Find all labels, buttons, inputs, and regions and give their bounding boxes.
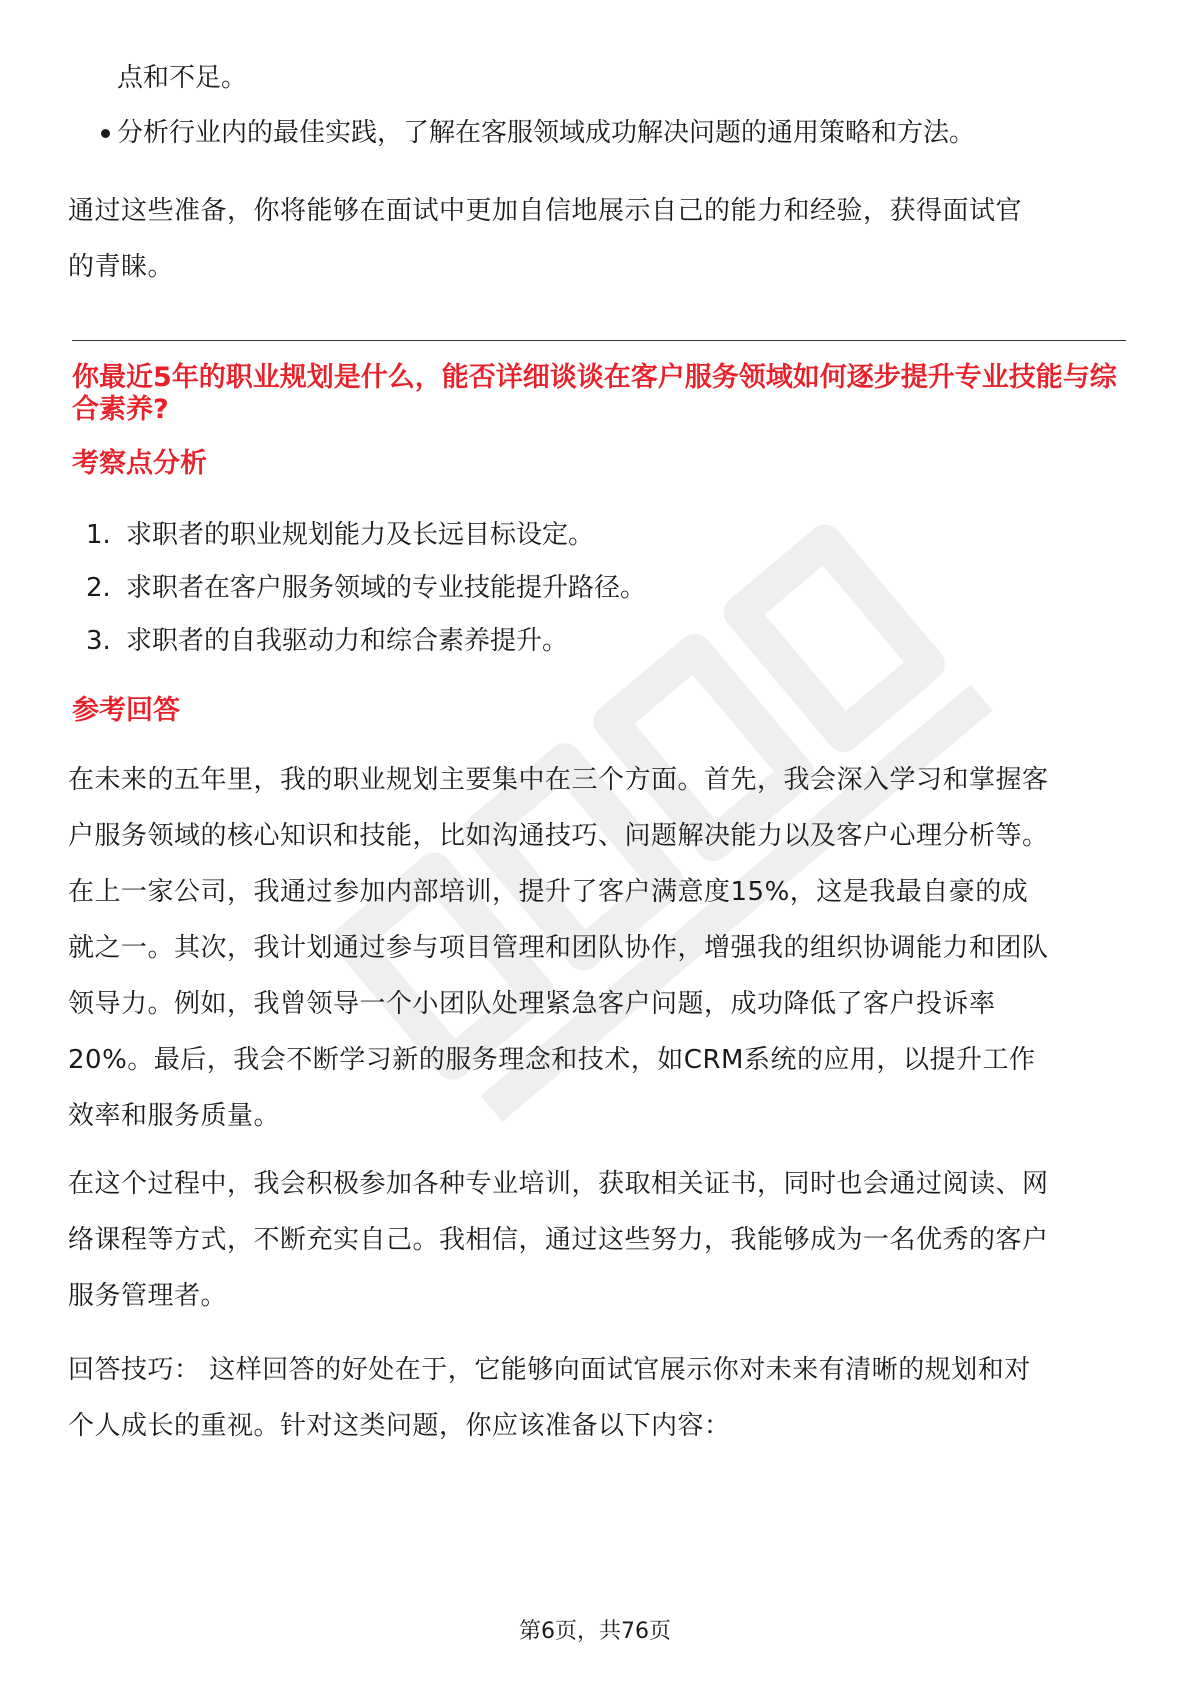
answer-paragraph: 在未来的五年里，我的职业规划主要集中在三个方面。首先，我会深入学习和掌握客户服务领域的核心知识和技能，比如沟通技巧、问题解决能力以及客户心理分析等。在上一家公司，我通过参加内部培训，提升了客户满意度15%，这是我最自豪的成就之一。其次，我计划通过参与项目管理和团队协作，增强我的组织协调能力和团队领导力。例如，我曾领导一个小团队处理紧急客户问题，成功降低了客户投诉率20%。最后，我会不断学习新的服务理念和技术，如CRM系统的应用，以提升工作效率和服务质量。 — [68, 765, 1049, 1131]
question-title: 你最近5年的职业规划是什么，能否详细谈谈在客户服务领域如何逐步提升专业技能与综合素养? — [72, 362, 1117, 425]
analysis-heading: 考察点分析 — [72, 448, 207, 479]
analysis-item — [86, 515, 594, 555]
analysis-item-number: 2. — [86, 573, 111, 603]
analysis-item — [86, 568, 646, 608]
analysis-item-number: 3. — [86, 626, 111, 656]
answer-paragraph: 在这个过程中，我会积极参加各种专业培训，获取相关证书，同时也会通过阅读、网络课程等方式，不断充实自己。我相信，通过这些努力，我能够成为一名优秀的客户服务管理者。 — [68, 1169, 1049, 1311]
answer-heading: 参考回答 — [72, 695, 180, 726]
analysis-item-text: 求职者的职业规划能力及长远目标设定。 — [126, 520, 595, 550]
section-divider — [72, 340, 1126, 341]
analysis-item-text: 求职者的自我驱动力和综合素养提升。 — [126, 626, 569, 656]
bullet-icon — [101, 129, 110, 138]
page-number: 第6页，共76页 — [519, 1619, 671, 1644]
analysis-item — [86, 621, 568, 661]
bullet-item: 分析行业内的最佳实践，了解在客服领域成功解决问题的通用策略和方法。 — [117, 118, 976, 148]
analysis-item-number: 1. — [86, 520, 111, 550]
continued-list-text: 点和不足。 — [117, 63, 248, 93]
answer-tips: 回答技巧： 这样回答的好处在于，它能够向面试官展示你对未来有清晰的规划和对个人成长的重视。针对这类问题，你应该准备以下内容： — [68, 1355, 1031, 1441]
closing-paragraph: 通过这些准备，你将能够在面试中更加自信地展示自己的能力和经验，获得面试官的青睐。 — [68, 196, 1023, 282]
analysis-item-text: 求职者在客户服务领域的专业技能提升路径。 — [126, 573, 647, 603]
